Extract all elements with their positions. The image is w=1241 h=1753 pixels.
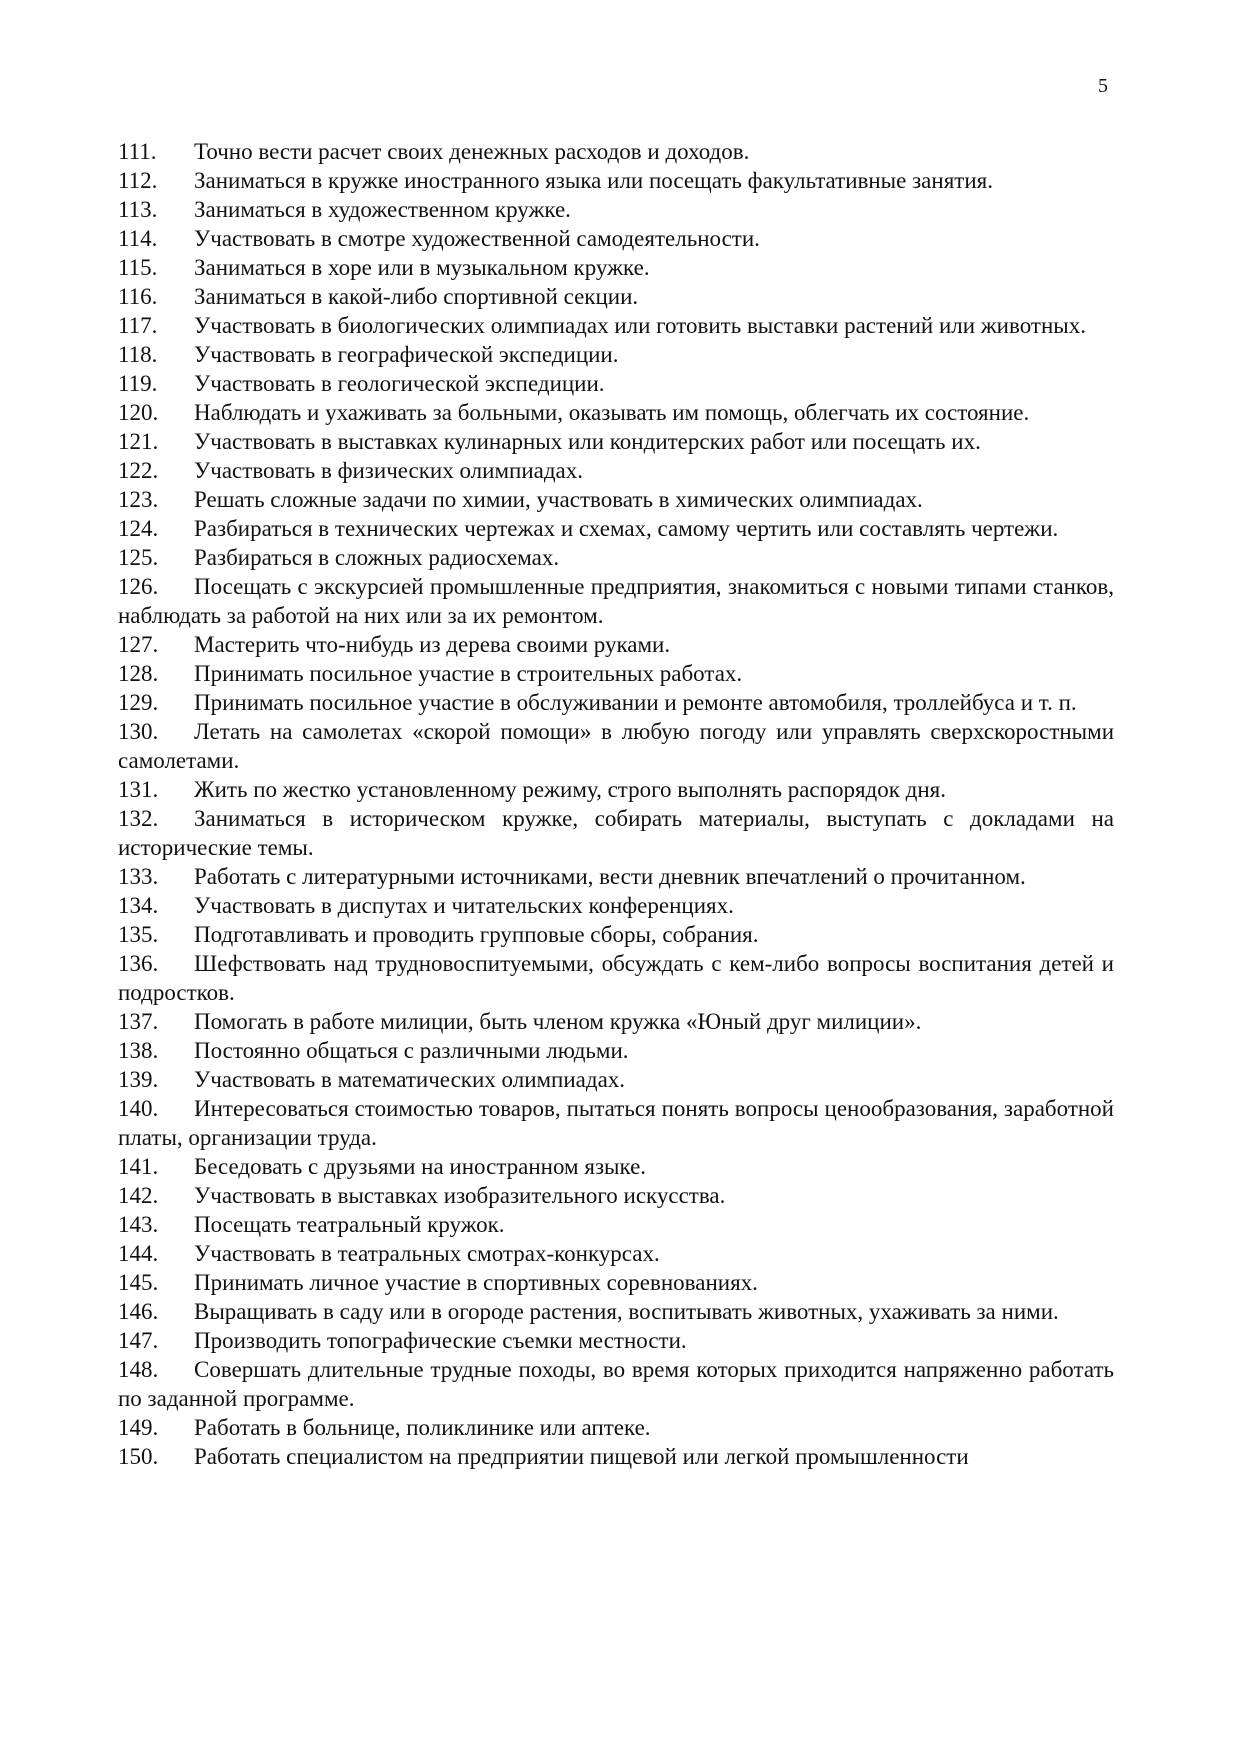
item-number: 142. (118, 1183, 159, 1208)
item-text: Заниматься в хоре или в музыкальном кружке. (194, 255, 650, 280)
list-item (118, 1152, 1114, 1181)
item-text: Участвовать в математических олимпиадах. (194, 1067, 626, 1092)
item-text: Принимать личное участие в спортивных соревнованиях. (194, 1270, 758, 1295)
item-number: 115. (118, 255, 158, 280)
item-text: Жить по жестко установленному режиму, строго выполнять распорядок дня. (194, 777, 946, 802)
item-text: Участвовать в географической экспедиции. (194, 342, 619, 367)
item-text: Заниматься в художественном кружке. (194, 197, 571, 222)
list-item (118, 195, 1114, 224)
list-item (118, 1413, 1114, 1442)
item-text: Мастерить что-нибудь из дерева своими руками. (194, 632, 671, 657)
item-number: 148. (118, 1357, 159, 1382)
list-item (118, 949, 1114, 1007)
list-item (118, 804, 1114, 862)
list-item (118, 920, 1114, 949)
item-number: 120. (118, 400, 159, 425)
item-text: Принимать посильное участие в строительных работах. (194, 661, 743, 686)
item-number: 147. (118, 1328, 159, 1353)
item-number: 136. (118, 951, 159, 976)
item-text: Участвовать в биологических олимпиадах или готовить выставки растений или животных. (194, 313, 1086, 338)
item-text: Работать с литературными источниками, вести дневник впечатлений о прочитанном. (194, 864, 1026, 889)
list-item (118, 427, 1114, 456)
item-text: Работать специалистом на предприятии пищевой или легкой промышленности (194, 1444, 969, 1469)
list-item (118, 862, 1114, 891)
item-number: 130. (118, 719, 159, 744)
item-text: Заниматься в историческом кружке, собирать материалы, выступать с докладами на исторические темы. (118, 806, 1114, 860)
list-item (118, 311, 1114, 340)
item-number: 135. (118, 922, 159, 947)
item-number: 129. (118, 690, 159, 715)
list-item (118, 1268, 1114, 1297)
item-text: Интересоваться стоимостью товаров, пытаться понять вопросы ценообразования, заработной платы, организации труда. (118, 1096, 1114, 1150)
list-item (118, 398, 1114, 427)
item-number: 126. (118, 574, 159, 599)
item-number: 114. (118, 226, 158, 251)
list-item (118, 1036, 1114, 1065)
item-number: 139. (118, 1067, 159, 1092)
item-number: 118. (118, 342, 158, 367)
item-text: Точно вести расчет своих денежных расходов и доходов. (194, 139, 750, 164)
list-item (118, 456, 1114, 485)
item-text: Участвовать в театральных смотрах-конкурсах. (194, 1241, 660, 1266)
item-text: Участвовать в физических олимпиадах. (194, 458, 584, 483)
list-item (118, 717, 1114, 775)
item-text: Наблюдать и ухаживать за больными, оказывать им помощь, облегчать их состояние. (194, 400, 1030, 425)
list-item (118, 688, 1114, 717)
item-number: 123. (118, 487, 159, 512)
item-text: Разбираться в технических чертежах и схемах, самому чертить или составлять чертежи. (194, 516, 1059, 541)
item-text: Участвовать в выставках изобразительного искусства. (194, 1183, 726, 1208)
item-number: 137. (118, 1009, 159, 1034)
item-number: 128. (118, 661, 159, 686)
list-item (118, 1326, 1114, 1355)
item-text: Участвовать в смотре художественной самодеятельности. (194, 226, 760, 251)
list-item (118, 485, 1114, 514)
item-text: Разбираться в сложных радиосхемах. (194, 545, 560, 570)
list-item (118, 1094, 1114, 1152)
list-item (118, 572, 1114, 630)
item-text: Помогать в работе милиции, быть членом кружка «Юный друг милиции». (194, 1009, 922, 1034)
item-number: 141. (118, 1154, 159, 1179)
item-number: 144. (118, 1241, 159, 1266)
item-number: 124. (118, 516, 159, 541)
item-text: Совершать длительные трудные походы, во время которых приходится напряженно работать по заданной программе. (118, 1357, 1114, 1411)
item-text: Принимать посильное участие в обслуживании и ремонте автомобиля, троллейбуса и т. п. (194, 690, 1077, 715)
list-item (118, 514, 1114, 543)
item-number: 133. (118, 864, 159, 889)
list-item (118, 659, 1114, 688)
item-text: Подготавливать и проводить групповые сборы, собрания. (194, 922, 759, 947)
item-number: 146. (118, 1299, 159, 1324)
item-number: 122. (118, 458, 159, 483)
item-text: Беседовать с друзьями на иностранном языке. (194, 1154, 647, 1179)
list-item (118, 775, 1114, 804)
questionnaire-item-list (118, 137, 1114, 1471)
item-text: Посещать с экскурсией промышленные предприятия, знакомиться с новыми типами станков, наблюдать за работой на них или за их ремонтом. (118, 574, 1114, 628)
list-item (118, 224, 1114, 253)
list-item (118, 340, 1114, 369)
item-text: Участвовать в диспутах и читательских конференциях. (194, 893, 734, 918)
list-item (118, 543, 1114, 572)
item-text: Участвовать в геологической экспедиции. (194, 371, 605, 396)
list-item (118, 1442, 1114, 1471)
list-item (118, 1181, 1114, 1210)
list-item (118, 253, 1114, 282)
list-item (118, 1007, 1114, 1036)
item-number: 143. (118, 1212, 159, 1237)
item-text: Решать сложные задачи по химии, участвовать в химических олимпиадах. (194, 487, 923, 512)
item-number: 112. (118, 168, 158, 193)
list-item (118, 1210, 1114, 1239)
item-text: Работать в больнице, поликлинике или аптеке. (194, 1415, 651, 1440)
list-item (118, 1355, 1114, 1413)
list-item (118, 1297, 1114, 1326)
item-text: Участвовать в выставках кулинарных или кондитерских работ или посещать их. (194, 429, 981, 454)
list-item (118, 1239, 1114, 1268)
item-number: 111. (118, 139, 157, 164)
list-item (118, 1065, 1114, 1094)
item-number: 150. (118, 1444, 159, 1469)
item-number: 127. (118, 632, 159, 657)
item-number: 119. (118, 371, 158, 396)
item-number: 149. (118, 1415, 159, 1440)
item-number: 138. (118, 1038, 159, 1063)
item-number: 116. (118, 284, 158, 309)
item-text: Выращивать в саду или в огороде растения, воспитывать животных, ухаживать за ними. (194, 1299, 1059, 1324)
item-text: Посещать театральный кружок. (194, 1212, 505, 1237)
item-text: Летать на самолетах «скорой помощи» в любую погоду или управлять сверхскоростными самолетами. (118, 719, 1114, 773)
list-item (118, 282, 1114, 311)
item-number: 134. (118, 893, 159, 918)
item-text: Заниматься в кружке иностранного языка или посещать факультативные занятия. (194, 168, 993, 193)
item-number: 121. (118, 429, 159, 454)
page-number: 5 (1098, 75, 1108, 97)
list-item (118, 891, 1114, 920)
item-text: Производить топографические съемки местности. (194, 1328, 687, 1353)
list-item (118, 369, 1114, 398)
item-text: Заниматься в какой-либо спортивной секции. (194, 284, 639, 309)
item-text: Шефствовать над трудновоспитуемыми, обсуждать с кем-либо вопросы воспитания детей и подростков. (118, 951, 1114, 1005)
list-item (118, 166, 1114, 195)
item-number: 140. (118, 1096, 159, 1121)
item-number: 113. (118, 197, 158, 222)
list-item (118, 137, 1114, 166)
item-number: 131. (118, 777, 159, 802)
item-number: 117. (118, 313, 158, 338)
item-text: Постоянно общаться с различными людьми. (194, 1038, 629, 1063)
item-number: 132. (118, 806, 159, 831)
list-item (118, 630, 1114, 659)
item-number: 145. (118, 1270, 159, 1295)
item-number: 125. (118, 545, 159, 570)
